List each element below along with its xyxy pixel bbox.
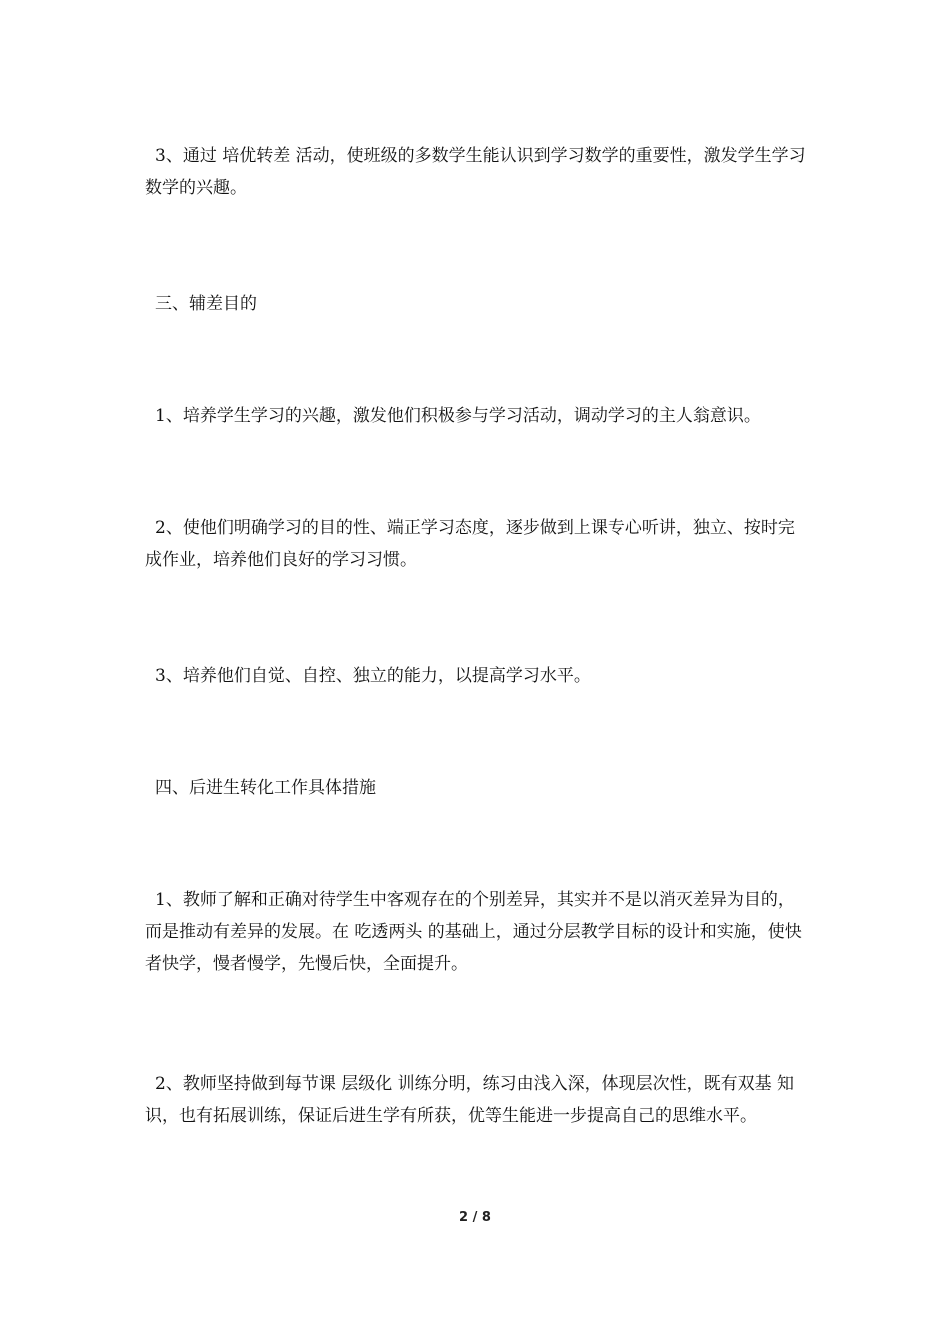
paragraph-text: 3、培养他们自觉、自控、独立的能力，以提高学习水平。 (155, 666, 591, 686)
paragraph-1-teacher-differences (145, 884, 810, 980)
paragraph-1-interest (145, 400, 810, 432)
section-heading-measures: 四、后进生转化工作具体措施 (155, 778, 376, 798)
page-number-footer: 2 / 8 (459, 1210, 491, 1225)
paragraph-2-teacher-layered (145, 1068, 810, 1132)
paragraph-text: 3、通过 培优转差 活动，使班级的多数学生能认识到学习数学的重要性，激发学生学习数学的兴趣。 (145, 146, 806, 198)
paragraph-text: 1、教师了解和正确对待学生中客观存在的个别差异，其实并不是以消灭差异为目的，而是推动有差异的发展。在 吃透两头 的基础上，通过分层教学目标的设计和实施，使快者快学，慢者慢学，先慢后快，全面提升。 (145, 890, 802, 974)
paragraph-3-self-control (145, 660, 810, 692)
paragraph-3-peiyou (145, 140, 810, 204)
paragraph-text: 2、教师坚持做到每节课 层级化 训练分明，练习由浅入深，体现层次性，既有双基 知识，也有拓展训练，保证后进生学有所获，优等生能进一步提高自己的思维水平。 (145, 1074, 795, 1126)
paragraph-text: 2、使他们明确学习的目的性、端正学习态度，逐步做到上课专心听讲，独立、按时完成作业，培养他们良好的学习习惯。 (145, 518, 795, 570)
section-heading-fucha-mudi: 三、辅差目的 (155, 294, 257, 314)
paragraph-text: 1、培养学生学习的兴趣，激发他们积极参与学习活动，调动学习的主人翁意识。 (155, 406, 761, 426)
paragraph-2-purpose (145, 512, 810, 576)
